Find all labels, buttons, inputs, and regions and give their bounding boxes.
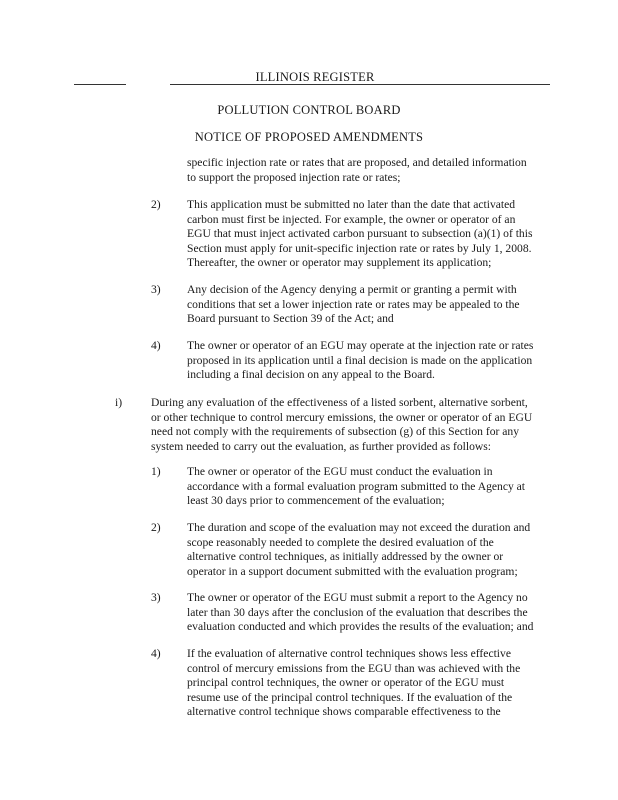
board-title: POLLUTION CONTROL BOARD <box>217 103 401 117</box>
text-line: This application must be submitted no later than the date that activated <box>187 198 516 211</box>
text-line: operator in a support document submitted with the evaluation program; <box>187 564 518 578</box>
item-number: 4) <box>151 339 161 352</box>
item-paragraph <box>187 283 520 327</box>
text-line: Thereafter, the owner or operator may supplement its application; <box>187 256 492 270</box>
text-line: carbon must first be injected. For example, the owner or operator of an <box>187 212 516 226</box>
text-line: The owner or operator of an EGU may operate at the injection rate or rates <box>187 339 534 352</box>
text-line: The owner or operator of the EGU must conduct the evaluation in <box>187 465 493 478</box>
text-line: Board pursuant to Section 39 of the Act; and <box>187 312 394 326</box>
text-line: Any decision of the Agency denying a permit or granting a permit with <box>187 283 517 296</box>
subsection-label: i) <box>115 396 123 409</box>
text-line: including a final decision on any appeal to the Board. <box>187 368 435 382</box>
text-line: alternative control technique shows comparable effectiveness to the <box>187 705 501 719</box>
text-line: resume use of the principal control techniques. If the evaluation of the <box>187 690 513 704</box>
text-line: to support the proposed injection rate or rates; <box>187 170 401 184</box>
item-number: 2) <box>151 521 161 534</box>
item-paragraph <box>187 647 520 720</box>
text-line: conditions that set a lower injection rate or rates may be appealed to the <box>187 297 520 311</box>
text-line: proposed in its application until a final decision is made on the application <box>187 353 533 367</box>
text-line: alternative control techniques, as initially addressed by the owner or <box>187 550 504 564</box>
text-line: Section must apply for unit-specific injection rate or rates by July 1, 2008. <box>187 241 532 255</box>
text-line: later than 30 days after the conclusion of the evaluation that describes the <box>187 605 528 619</box>
text-line: evaluation conducted and which provides the results of the evaluation; and <box>187 620 534 634</box>
text-line: The duration and scope of the evaluation may not exceed the duration and <box>187 521 531 534</box>
item-paragraph <box>187 198 532 271</box>
text-line: system needed to carry out the evaluation, as further provided as follows: <box>151 439 491 453</box>
item-number: 2) <box>151 198 161 211</box>
item-paragraph <box>187 521 530 579</box>
text-line: During any evaluation of the effectiveness of a listed sorbent, alternative sorbent, <box>151 396 528 409</box>
text-line: accordance with a formal evaluation program submitted to the Agency at <box>187 479 526 493</box>
item-number: 3) <box>151 591 161 604</box>
subsection-paragraph <box>151 396 532 454</box>
text-line: If the evaluation of alternative control techniques shows less effective <box>187 647 511 660</box>
continuation-paragraph <box>187 156 527 185</box>
item-paragraph <box>187 591 533 635</box>
text-line: EGU that must inject activated carbon pursuant to subsection (a)(1) of this <box>187 227 533 241</box>
item-number: 4) <box>151 647 161 660</box>
text-line: specific injection rate or rates that are proposed, and detailed information <box>187 156 527 169</box>
text-line: or other technique to control mercury emissions, the owner or operator of an EGU <box>151 410 533 424</box>
text-line: need not comply with the requirements of subsection (g) of this Section for any <box>151 425 520 439</box>
item-paragraph <box>187 465 525 509</box>
register-title: ILLINOIS REGISTER <box>255 70 375 84</box>
item-number: 1) <box>151 465 161 478</box>
text-line: principal control techniques, the owner or operator of the EGU must <box>187 676 505 690</box>
text-line: control of mercury emissions from the EGU than was achieved with the <box>187 661 521 675</box>
text-line: least 30 days prior to commencement of the evaluation; <box>187 494 445 508</box>
item-paragraph <box>187 339 533 383</box>
text-line: The owner or operator of the EGU must submit a report to the Agency no <box>187 591 528 604</box>
text-line: scope reasonably needed to complete the desired evaluation of the <box>187 535 494 549</box>
item-number: 3) <box>151 283 161 296</box>
notice-title: NOTICE OF PROPOSED AMENDMENTS <box>194 130 424 144</box>
